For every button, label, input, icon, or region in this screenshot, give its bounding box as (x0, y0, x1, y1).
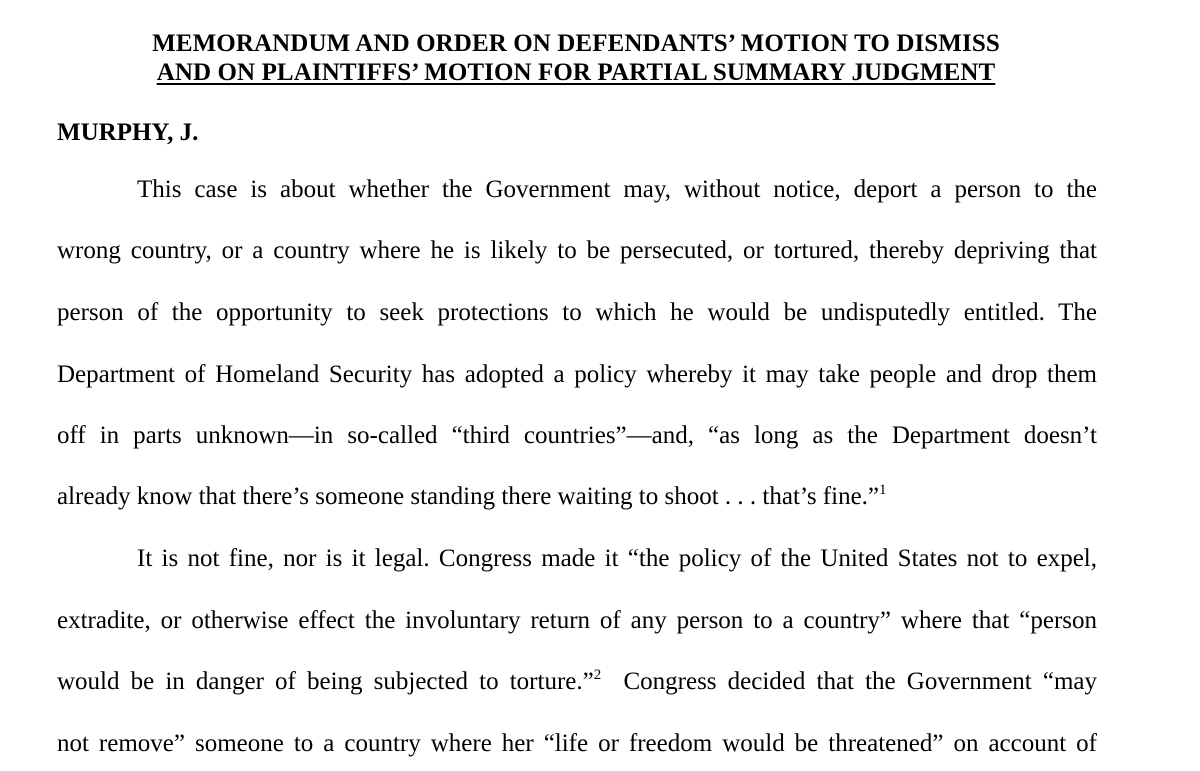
paragraph-2-line-3-text-a: would be in danger of being subjected to torture.” (57, 668, 594, 695)
paragraph-1-line-5: off in parts unknown—in so-called “third countries”—and, “as long as the Department doesn’t (57, 422, 1097, 449)
paragraph-2-line-3-text-b: Congress decided that the Government “may (601, 668, 1097, 695)
footnote-ref-1[interactable]: 1 (879, 482, 887, 498)
paragraph-1-line-6 (57, 482, 1097, 512)
paragraph-2-line-3 (57, 667, 1097, 697)
paragraph-1-line-4: Department of Homeland Security has adopted a policy whereby it may take people and drop them (57, 361, 1097, 388)
paragraph-1-line-6-text: already know that there’s someone standing there waiting to shoot . . . that’s fine.” (57, 483, 880, 510)
judge-name: MURPHY, J. (57, 119, 199, 146)
paragraph-2-line-4: not remove” someone to a country where her “life or freedom would be threatened” on account of (57, 730, 1097, 757)
paragraph-2-line-1: It is not fine, nor is it legal. Congress made it “the policy of the United States not to expel, (137, 545, 1097, 572)
paragraph-1-line-3: person of the opportunity to seek protections to which he would be undisputedly entitled. The (57, 299, 1097, 326)
paragraph-1-line-1: This case is about whether the Government may, without notice, deport a person to the (137, 176, 1097, 203)
footnote-ref-2[interactable]: 2 (593, 667, 602, 683)
paragraph-1-line-2: wrong country, or a country where he is likely to be persecuted, or tortured, thereby depriving that (57, 237, 1097, 264)
memorandum-title-line-2 (0, 58, 1176, 88)
memorandum-title-line-2-text: AND ON PLAINTIFFS’ MOTION FOR PARTIAL SUMMARY JUDGMENT (156, 59, 996, 86)
paragraph-2-line-2: extradite, or otherwise effect the involuntary return of any person to a country” where that “person (57, 607, 1097, 634)
memorandum-title-line-1: MEMORANDUM AND ORDER ON DEFENDANTS’ MOTION TO DISMISS (152, 30, 1000, 57)
